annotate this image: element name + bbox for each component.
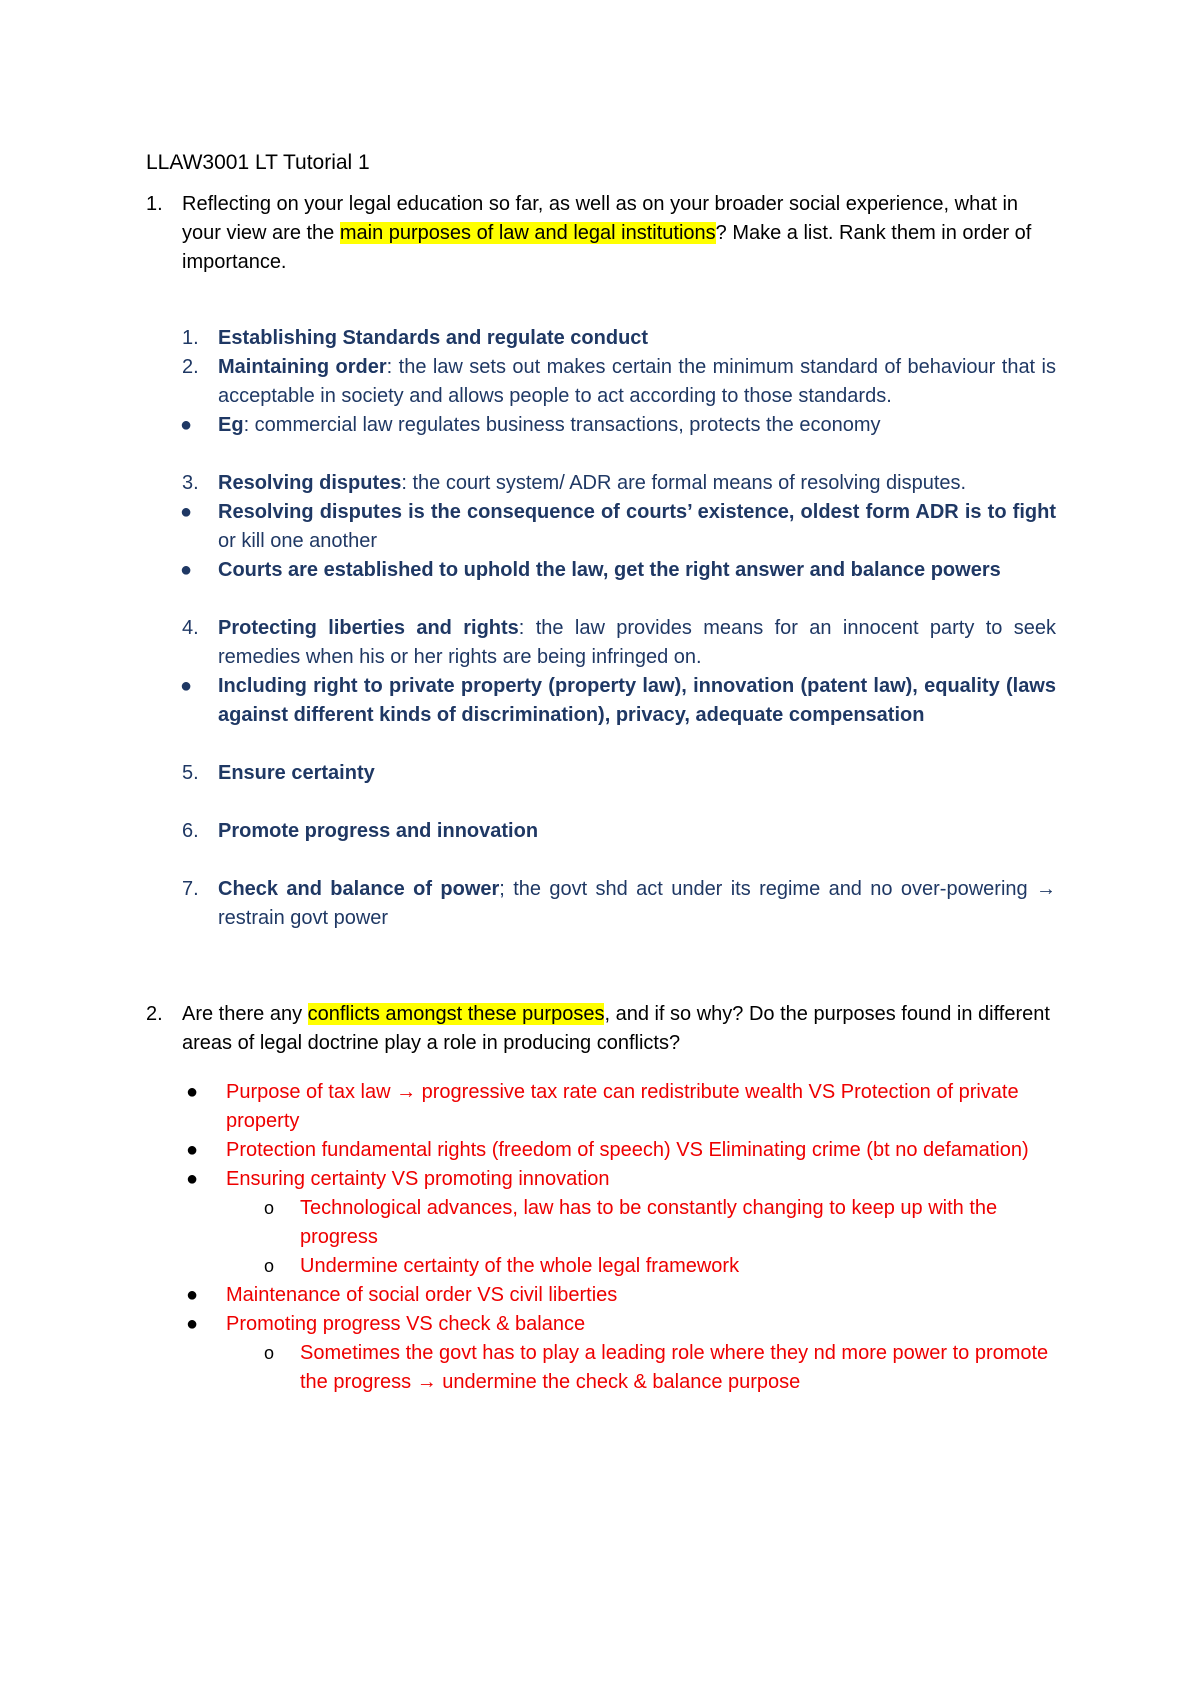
sub-list-item: o Sometimes the govt has to play a leading role where they nd more power to promote the progress → undermine the check & balance purpose [226,1339,1056,1397]
question-number: 2. [146,1003,163,1025]
bullet-icon: ● [180,559,193,581]
sub-list-item: ● Resolving disputes is the consequence of courts’ existence, oldest form ADR is to fight or kill one another [146,498,1056,556]
question-text: Are there any conflicts amongst these purposes, and if so why? Do the purposes found in different areas of legal doctrine play a role in producing conflicts? [182,1003,1050,1054]
list-item: ● Maintenance of social order VS civil liberties [146,1281,1056,1310]
circle-bullet-icon: o [264,1256,275,1276]
page-title: LLAW3001 LT Tutorial 1 [146,151,370,174]
bullet-icon: ● [180,414,193,436]
list-item: 2. Maintaining order: the law sets out makes certain the minimum standard of behaviour that is acceptable in society and allows people to act according to those standards. ● Eg: commercial law regulates business transactions, protects the economy [146,353,1056,440]
question-number: 1. [146,193,163,215]
list-item: 4. Protecting liberties and rights: the law provides means for an innocent party to seek remedies when his or her rights are being infringed on. ● Including right to private property (property law), innovation (patent law), equality (laws against different kinds of discrimination), privacy, adequate compensation [146,614,1056,730]
bullet-icon: ● [186,1168,199,1190]
bullet-icon: ● [186,1081,199,1103]
bullet-icon: ● [186,1313,199,1335]
list-item: 3. Resolving disputes: the court system/ ADR are formal means of resolving disputes. ● Resolving disputes is the consequence of courts’ existence, oldest form ADR is to fight or kill one another ● Courts are established to uphold the law, get the right answer and balance powers [146,469,1056,585]
list-item: 1. Establishing Standards and regulate conduct [182,327,649,349]
question-1 [146,190,1056,277]
list-item: ● Protection fundamental rights (freedom of speech) VS Eliminating crime (bt no defamation) [146,1136,1056,1165]
sub-list-item: ● Eg: commercial law regulates business transactions, protects the economy [146,411,1056,440]
question-text: Reflecting on your legal education so far, as well as on your broader social experience, what in your view are the main purposes of law and legal institutions? Make a list. Rank them in order of importance. [182,193,1032,273]
bullet-icon: ● [180,675,193,697]
list-item: 5. Ensure certainty [182,762,375,784]
purposes-list [146,324,1056,933]
list-item: 6. Promote progress and innovation [182,820,539,842]
sub-list-item: ● Including right to private property (property law), innovation (patent law), equality (laws against different kinds of discrimination), privacy, adequate compensation [146,672,1056,730]
list-item: ● Ensuring certainty VS promoting innovation o Technological advances, law has to be constantly changing to keep up with the progress o Undermine certainty of the whole legal framework [146,1165,1056,1281]
list-item: ● Promoting progress VS check & balance o Sometimes the govt has to play a leading role where they nd more power to promote the progress → undermine the check & balance purpose [146,1310,1056,1397]
bullet-icon: ● [180,501,193,523]
circle-bullet-icon: o [264,1343,275,1363]
sub-list-item: ● Courts are established to uphold the law, get the right answer and balance powers [146,556,1056,585]
circle-bullet-icon: o [264,1198,275,1218]
highlighted-text: main purposes of law and legal institutions [339,222,716,244]
list-item: ● Purpose of tax law → progressive tax rate can redistribute wealth VS Protection of private property [146,1078,1056,1136]
sub-list-item: o Technological advances, law has to be constantly changing to keep up with the progress [226,1194,1056,1252]
conflicts-list [146,1078,1056,1397]
bullet-icon: ● [186,1284,199,1306]
bullet-icon: ● [186,1139,199,1161]
sub-list-item: o Undermine certainty of the whole legal framework [226,1252,1056,1281]
list-item: 7. Check and balance of power; the govt shd act under its regime and no over-powering → restrain govt power [182,878,1056,929]
highlighted-text: conflicts amongst these purposes [307,1003,605,1025]
question-2 [146,1000,1056,1058]
